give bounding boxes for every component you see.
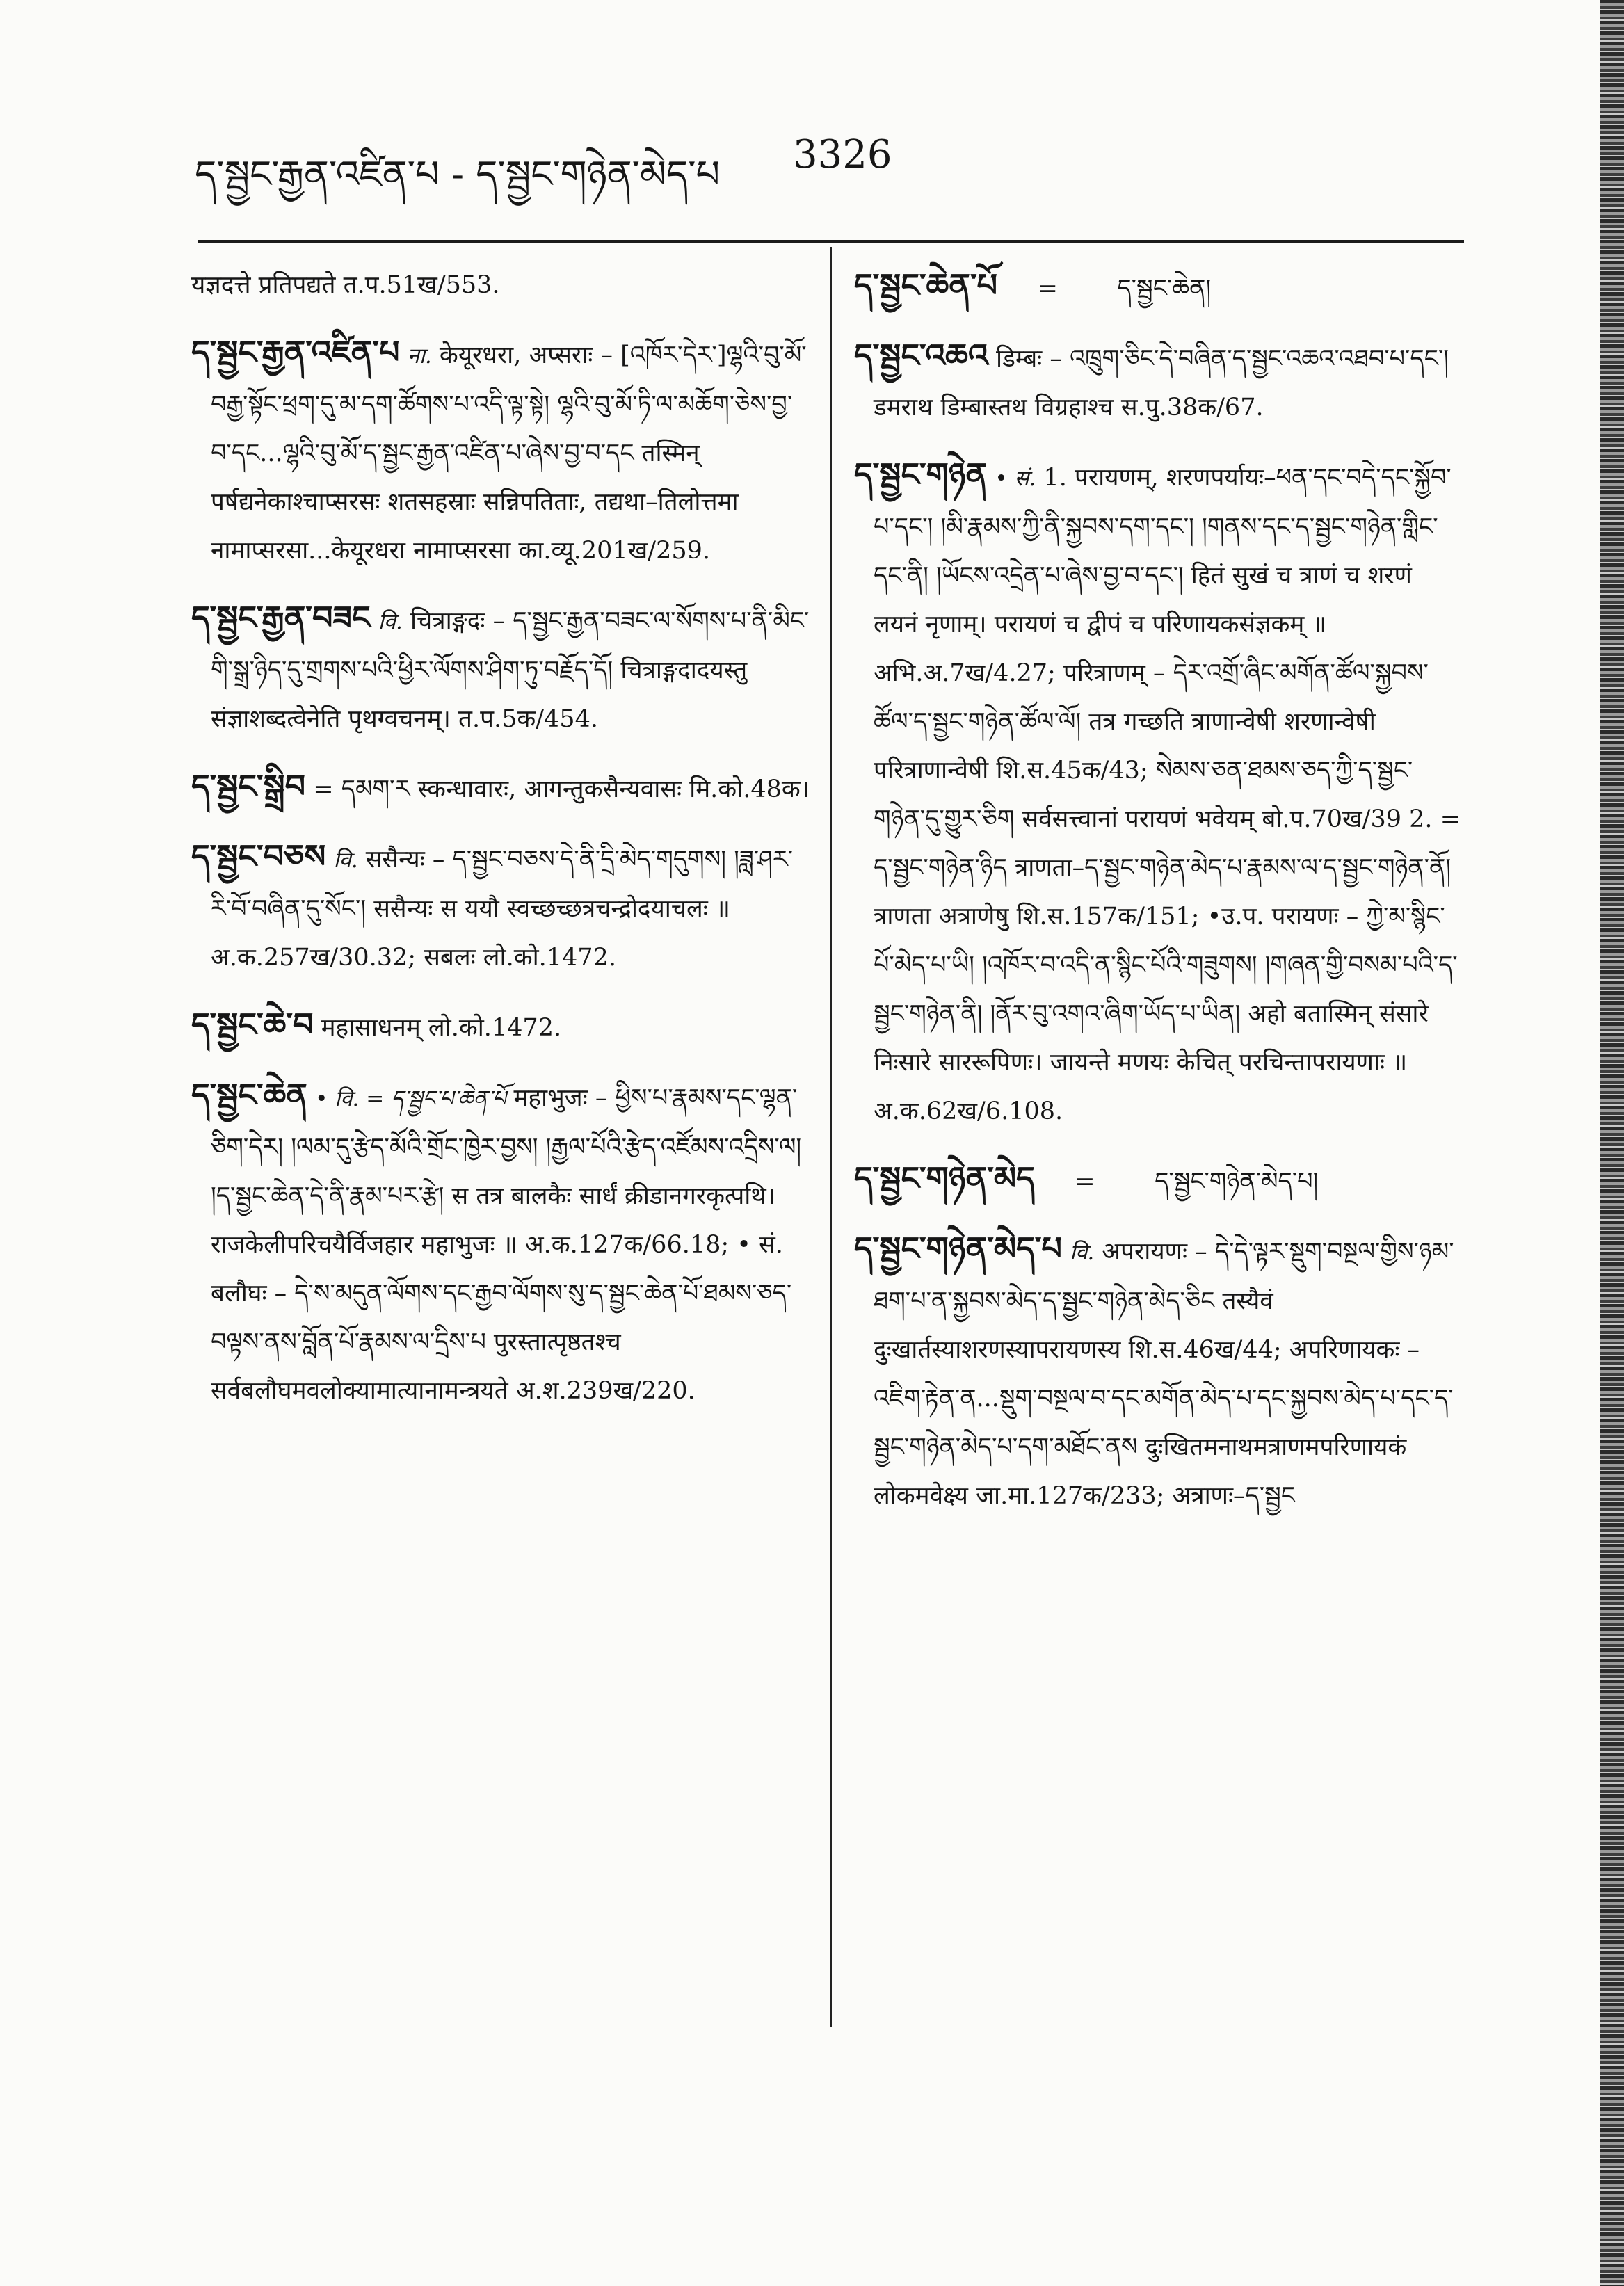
entry-grammar-label: • वि. = ད་སྦྱང་པ་ཆེན་པོ <box>315 1086 506 1111</box>
dictionary-entry <box>191 1070 810 1415</box>
entry-grammar-label: ना. <box>407 344 432 369</box>
entry-headword: ད་སྦྱང་རྒྱན་འཛིན་པ <box>191 333 400 371</box>
left-column <box>191 261 810 1433</box>
equals-sign: = <box>1075 1168 1095 1196</box>
dictionary-entry <box>191 328 810 575</box>
entry-text: चित्राङ्गदः – ད་སྦྱང་རྒྱན་བཟང་ལ་སོགས་པ་ནི་མིང་གི་སྒྲ་ཉིད་དུ་གྲགས་པའི་ཕྱིར་ལོགས་ཤིག་ཏུ་བརྗོད་དོ། चित्राङ्गदादयस्तु संज्ञाशब्दत्वेनेति पृथग्वचनम्। त.प.5क/454. <box>211 607 810 733</box>
entry-text: ད་སྦྱང་ཆེན། <box>1117 275 1212 303</box>
header-rule <box>198 240 1464 243</box>
entry-text: यज्ञदत्ते प्रतिपद्यते त.प.51ख/553. <box>191 271 500 299</box>
entry-text: डिम्बः – འཁྲུག་ཅིང་དེ་བཞིན་ད་སྦྱང་འཆའ་འཐབ་པ་དང་། डमराथ डिम्बास्तथ विग्रहाश्च स.पु.38क/67. <box>874 345 1449 421</box>
dictionary-entry <box>854 1224 1463 1520</box>
entry-headword: ད་སྦྱང་སྒྲིབ <box>191 767 306 805</box>
entry-text: केयूरधरा, अप्सराः – [འཁོར་དེར་]ལྷའི་བུ་མོ་བརྒྱ་སྟོང་ཕྲག་དུ་མ་དག་ཚོགས་པ་འདི་ལྟ་སྟེ། ལྷའི་བུ་མོ་ཏི་ལ་མཆོག་ཅེས་བྱ་བ་དང...ལྷའི་བུ་མོ་ད་སྦྱང་རྒྱན་འཛིན་པ་ཞེས་བྱ་བ་དང तस्मिन् पर्षद्यनेकाश्चाप्सरसः शतसहस्राः सन्निपतिताः, तद्यथा–तिलोत्तमा नामाप्सरसा...केयूरधरा नामाप्सरसा का.व्यू.201ख/259. <box>211 341 807 565</box>
page-number: 3326 <box>793 132 892 177</box>
equals-sign: = <box>1037 275 1058 303</box>
dictionary-entry <box>191 832 810 982</box>
right-column <box>854 261 1463 1538</box>
dictionary-entry <box>191 593 810 743</box>
entry-text: = དམག་ར स्कन्धावारः, आगन्तुकसैन्यवासः मि.को.48क। <box>313 775 810 803</box>
column-divider <box>830 247 832 2027</box>
dictionary-entry <box>191 1000 810 1052</box>
entry-headword: ད་སྦྱང་རྒྱན་བཟང <box>191 599 371 636</box>
entry-text: 1. परायणम्, शरणपर्यायः–ཕན་དང་བདེ་དང་སྐྱོབ་པ་དང་། །མི་རྣམས་ཀྱི་ནི་སྐྱབས་དག་དང་། །གནས་དང་ད་སྦྱང་གཉེན་གླིང་དང་ནི། །ཡོངས་འདྲེན་པ་ཞེས་བྱ་བ་དང་། हितं सुखं च त्राणं च शरणं लयनं नृणाम्। परायणं च द्वीपं च परिणायकसंज्ञकम् ॥ अभि.अ.7ख/4.27; परित्राणम् – དེར་འགྲོ་ཞིང་མགོན་ཚོལ་སྐྱབས་ཚོལ་ད་སྦྱང་གཉེན་ཚོལ་ལོ། तत्र गच्छति त्राणान्वेषी शरणान्वेषी परित्राणान्वेषी शि.स.45क/43; སེམས་ཅན་ཐམས་ཅད་ཀྱི་ད་སྦྱང་གཉེན་དུ་གྱུར་ཅིག सर्वसत्त्वानां परायणं भवेयम् बो.प.70ख/39 2. = ད་སྦྱང་གཉེན་ཉིད त्राणता–ད་སྦྱང་གཉེན་མེད་པ་རྣམས་ལ་ད་སྦྱང་གཉེན་ནོ། त्राणता अत्राणेषु शि.स.157क/151; •उ.प. परायणः – ཀྱེ་མ་སྙིང་པོ་མེད་པ་ཡི། །འཁོར་བ་འདི་ན་སྙིང་པོའི་གཟུགས། །གཞན་གྱི་བསམ་པའི་ད་སྦྱང་གཉེན་ནི། །ནོར་བུ་འགའ་ཞིག་ཡོད་པ་ཡིན། अहो बतास्मिन् संसारे निःसारे साररूपिणः। जायन्ते मणयः केचित् परचिन्तापरायणाः ॥ अ.क.62ख/6.108. <box>874 464 1461 1125</box>
entry-text: महाभुजः – ཕྱིས་པ་རྣམས་དང་ལྷན་ཅིག་དེར། །ལམ་དུ་རྩེད་མོའི་གྲོང་ཁྱེར་བྱས། །རྒྱལ་པོའི་རྩེད་འཛོམས་འདྲིས་ལ། །ད་སྦྱང་ཆེན་དེ་ནི་རྣམ་པར་རྩེ། स तत्र बालकैः सार्धं क्रीडानगरकृत्पथि। राजकेलीपरिचयैर्विजहार महाभुजः ॥ अ.क.127क/66.18; • सं. बलौघः – དེ་ས་མདུན་ལོགས་དང་རྒྱབ་ལོགས་སུ་ད་སྦྱང་ཆེན་པོ་ཐམས་ཅད་བལྟས་ནས་བློན་པོ་རྣམས་ལ་དྲིས་པ पुरस्तात्पृष्ठतश्च सर्वबलौघमवलोक्यामात्यानामन्त्रयते अ.श.239ख/220. <box>211 1084 802 1405</box>
entry-grammar-label: वि. <box>378 609 403 634</box>
entry-continuation <box>191 261 810 309</box>
dictionary-entry <box>854 261 1463 313</box>
entry-headword: ད་སྦྱང་བཅས <box>191 837 326 875</box>
entry-headword: ད་སྦྱང་ཆེ་བ <box>191 1006 314 1043</box>
entry-grammar-label: वि. <box>1070 1240 1095 1265</box>
entry-text: ད་སྦྱང་གཉེན་མེད་པ། <box>1155 1168 1319 1196</box>
entry-headword: ད་སྦྱང་ཆེན <box>191 1076 307 1113</box>
scanned-page-edge <box>1600 0 1624 2286</box>
entry-headword: ད་སྦྱང་ཆེན་པོ <box>854 266 998 304</box>
dictionary-entry <box>854 450 1463 1136</box>
page-header <box>174 125 1461 209</box>
dictionary-entry <box>854 331 1463 432</box>
entry-headword: ད་སྦྱང་གཉེན <box>854 456 988 493</box>
entry-grammar-label: वि. <box>333 848 358 873</box>
entry-headword: ད་སྦྱང་གཉེན་མེད་པ <box>854 1230 1062 1267</box>
dictionary-entry <box>854 1154 1463 1206</box>
entry-text: ससैन्यः – ད་སྦྱང་བཅས་དེ་ནི་དྲི་མེད་གདུགས། །ཟླ་ཤར་རི་བོ་བཞིན་དུ་སོང་། ससैन्यः स ययौ स्वच्छच्छत्रचन्द्रोदयाचलः ॥ अ.क.257ख/30.32; सबलः लो.को.1472. <box>211 846 794 972</box>
entry-text: महासाधनम् लो.को.1472. <box>321 1014 562 1042</box>
entry-headword: ད་སྦྱང་འཆའ <box>854 337 988 374</box>
entry-text: अपरायणः – དེ་དེ་ལྟར་སྡུག་བསྔལ་གྱིས་ཉམ་ཐག་པ་ན་སྐྱབས་མེད་ད་སྦྱང་གཉེན་མེད་ཅིང तस्यैवं दुःखार्तस्याशरणस्यापरायणस्य शि.स.46ख/44; अपरिणायकः – འཇིག་རྟེན་ན...སྡུག་བསྔལ་བ་དང་མགོན་མེད་པ་དང་སྐྱབས་མེད་པ་དང་ད་སྦྱང་གཉེན་མེད་པ་དག་མཐོང་ནས दुःखितमनाथमत्राणमपरिणायकं लोकमवेक्ष्य जा.मा.127क/233; अत्राणः–ད་སྦྱང <box>874 1238 1454 1510</box>
header-entry-range: ད་སྦྱང་རྒྱན་འཛིན་པ - ད་སྦྱང་གཉེན་མེད་པ <box>195 152 721 196</box>
dictionary-entry <box>191 762 810 814</box>
entry-headword: ད་སྦྱང་གཉེན་མེད <box>854 1159 1035 1197</box>
entry-grammar-label: • सं. <box>995 466 1036 491</box>
